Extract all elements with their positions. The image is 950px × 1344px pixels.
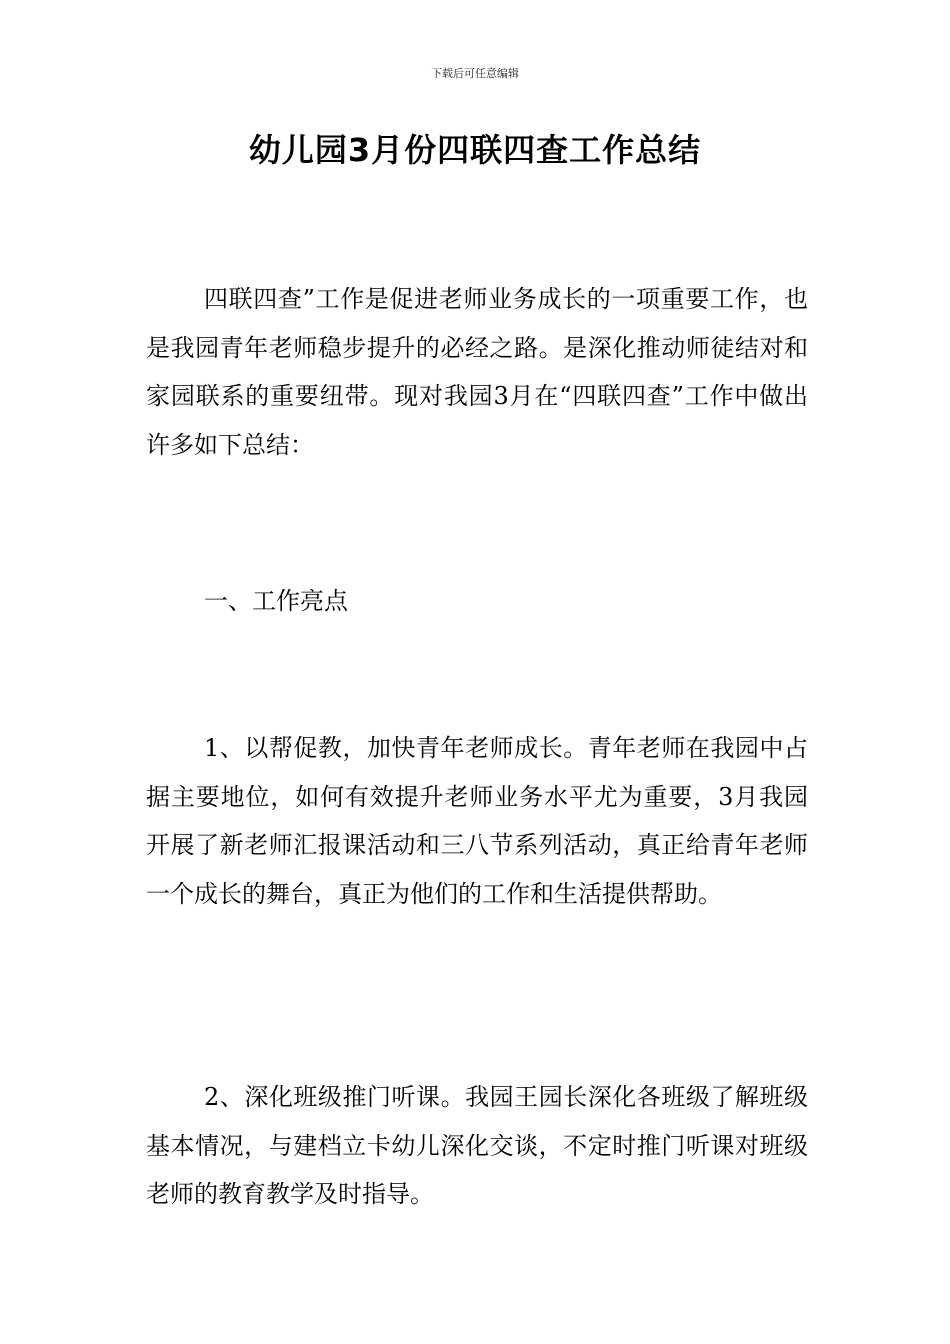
list-item: 2、深化班级推门听课。我园王园长深化各班级了解班级基本情况，与建档立卡幼儿深化交谈，不定时推门听课对班级老师的教育教学及时指导。 [146, 1083, 808, 1208]
section-heading: 一、工作亮点 [204, 587, 348, 615]
document-title: 幼儿园3月份四联四查工作总结 [248, 131, 702, 169]
list-item: 1、以帮促教，加快青年老师成长。青年老师在我园中占据主要地位，如何有效提升老师业务水平尤为重要，3月我园开展了新老师汇报课活动和三八节系列活动，真正给青年老师一个成长的舞台，真正为他们的工作和生活提供帮助。 [146, 734, 808, 908]
intro-paragraph: 四联四查”工作是促进老师业务成长的一项重要工作，也是我园青年老师稳步提升的必经之路。是深化推动师徒结对和家园联系的重要纽带。现对我园3月在“四联四查”工作中做出许多如下总结： [146, 285, 808, 459]
header-note: 下载后可任意编辑 [431, 67, 519, 80]
